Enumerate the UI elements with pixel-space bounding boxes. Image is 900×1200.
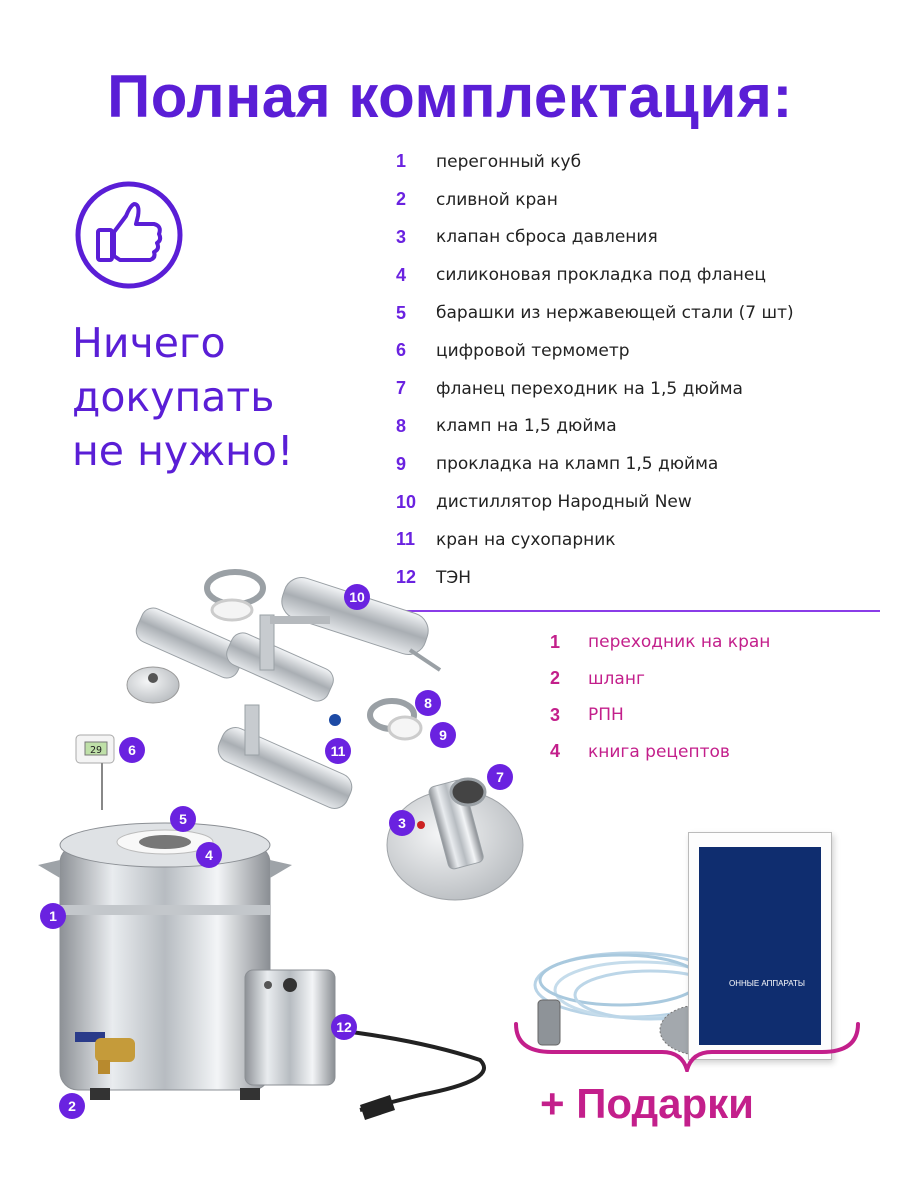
badge-11: 11 (325, 738, 351, 764)
slogan-line: докупать (72, 373, 275, 421)
badge-9: 9 (430, 722, 456, 748)
item-number: 6 (396, 340, 407, 361)
thumbs-up-icon (74, 180, 184, 290)
item-number: 10 (396, 491, 417, 512)
item-label: клапан сброса давления (436, 227, 658, 248)
gift-number: 2 (550, 668, 561, 689)
badge-4: 4 (196, 842, 222, 868)
gift-label: переходник на кран (588, 632, 771, 653)
item-label: сливной кран (436, 189, 558, 210)
slogan-line: Ничего (72, 319, 226, 367)
item-label: перегонный куб (436, 151, 582, 172)
gift-number: 3 (550, 704, 561, 725)
list-item (396, 408, 876, 446)
gift-label: шланг (588, 668, 645, 689)
gift-number: 4 (550, 741, 561, 762)
item-label: кран на сухопарник (436, 529, 616, 550)
badge-12: 12 (331, 1014, 357, 1040)
flange-adapter (387, 779, 523, 900)
clamp-top (207, 572, 263, 620)
item-label: дистиллятор Народный New (436, 492, 692, 513)
list-item (396, 219, 876, 257)
list-item (396, 256, 876, 294)
item-label: ТЭН (436, 567, 472, 588)
item-number: 9 (396, 453, 407, 474)
list-item (396, 294, 876, 332)
badge-1: 1 (40, 903, 66, 929)
gift-label: РПН (588, 705, 624, 726)
recipe-book-cover (699, 847, 821, 1045)
gifts-bracket (512, 1022, 862, 1072)
list-item (396, 445, 876, 483)
badge-5: 5 (170, 806, 196, 832)
slogan-line: не нужно! (72, 427, 294, 475)
item-label: силиконовая прокладка под фланец (436, 265, 766, 286)
item-label: барашки из нержавеющей стали (7 шт) (436, 303, 794, 324)
list-item (396, 143, 876, 181)
item-number: 8 (396, 415, 407, 436)
badge-3: 3 (389, 810, 415, 836)
recipe-book-title: ОННЫЕ АППАРАТЫ (729, 979, 805, 988)
item-number: 7 (396, 378, 407, 399)
components-list (396, 143, 876, 597)
item-number: 4 (396, 264, 407, 285)
item-number: 5 (396, 302, 407, 323)
heating-element (245, 970, 484, 1120)
item-label: кламп на 1,5 дюйма (436, 416, 617, 437)
gifts-banner: + Подарки (540, 1080, 754, 1127)
item-label: прокладка на кламп 1,5 дюйма (436, 454, 719, 475)
item-number: 1 (396, 151, 407, 172)
list-item (396, 521, 876, 559)
list-item (396, 483, 876, 521)
item-number: 2 (396, 189, 407, 210)
item-number: 12 (396, 567, 417, 588)
item-number: 3 (396, 226, 407, 247)
badge-6: 6 (119, 737, 145, 763)
gift-label: книга рецептов (588, 741, 730, 762)
list-item (396, 332, 876, 370)
badge-2: 2 (59, 1093, 85, 1119)
thermometer-display: 29 (89, 745, 103, 756)
badge-10: 10 (344, 584, 370, 610)
list-item (396, 181, 876, 219)
badge-8: 8 (415, 690, 441, 716)
slogan (72, 316, 372, 478)
badge-7: 7 (487, 764, 513, 790)
list-item (396, 370, 876, 408)
item-label: фланец переходник на 1,5 дюйма (436, 378, 743, 399)
page-title: Полная комплектация: (107, 63, 793, 130)
item-number: 11 (396, 529, 416, 550)
item-label: цифровой термометр (436, 340, 630, 361)
cap-disc (127, 667, 179, 703)
gift-number: 1 (550, 631, 561, 652)
clamp-right (370, 701, 421, 739)
